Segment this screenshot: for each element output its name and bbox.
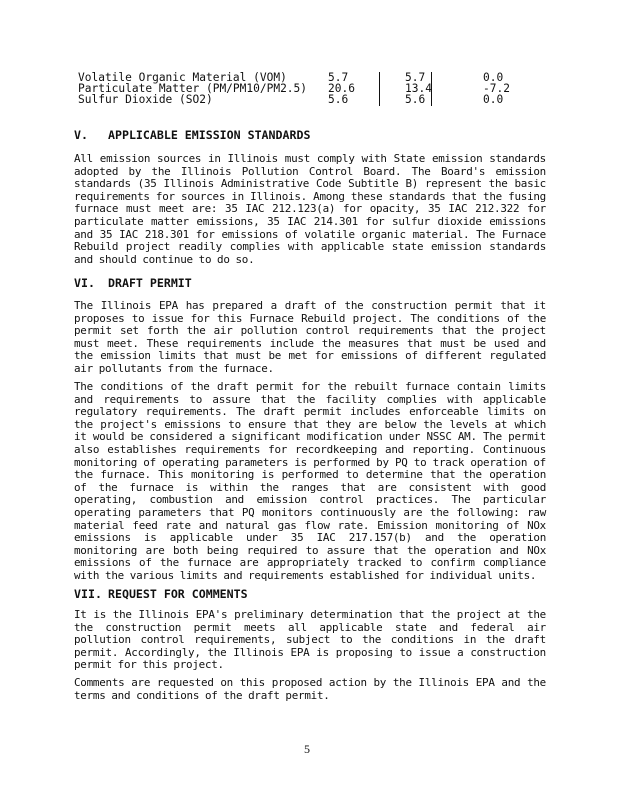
section-number: VII. xyxy=(74,587,102,601)
table-cell: -7.2 xyxy=(483,82,510,96)
section-title: APPLICABLE EMISSION STANDARDS xyxy=(108,128,311,142)
paragraph: Comments are requested on this proposed action by the Illinois EPA and the terms and conditions of the draft permit. xyxy=(74,676,546,702)
section-heading xyxy=(74,276,192,290)
emissions-table xyxy=(78,72,538,106)
section-title: DRAFT PERMIT xyxy=(108,276,192,290)
table-row xyxy=(78,94,538,105)
section-title: REQUEST FOR COMMENTS xyxy=(108,587,248,601)
pollutant-name: Sulfur Dioxide (SO2) xyxy=(78,93,213,107)
section-heading xyxy=(74,587,248,601)
table-cell: 13.4 xyxy=(405,82,432,96)
paragraph: It is the Illinois EPA's preliminary determination that the project at the the construction permit meets all applicable state and federal air pollution control requirements, subject to the conditions in the draft permit. Accordingly, the Illinois EPA is proposing to issue a construction permit for this project. xyxy=(74,608,546,672)
paragraph: The conditions of the draft permit for the rebuilt furnace contain limits and requirements to assure that the facility complies with applicable regulatory requirements. The draft permit includes enforceable limits on the project's emissions to ensure that they are below the levels at which it would be considered a significant modification under NSSC AM. The permit also establishes requirements for recordkeeping and reporting. Continuous monitoring of operating parameters is performed by PQ to track operation of the furnace. This monitoring is performed to determine that the operation of the furnace is within the ranges that are consistent with good operating, combustion and emission control practices. The particular operating parameters that PQ monitors continuously are the following: raw material feed rate and natural gas flow rate. Emission monitoring of NOx emissions is applicable under 35 IAC 217.157(b) and the operation monitoring are both being required to assure that the operation and NOx emissions of the furnace are appropriately tracked to confirm compliance with the various limits and requirements established for individual units. xyxy=(74,380,546,582)
pollutant-name: Particulate Matter (PM/PM10/PM2.5) xyxy=(78,82,308,96)
table-cell: 0.0 xyxy=(483,93,504,107)
table-cell: 5.6 xyxy=(405,93,426,107)
table-cell: 5.7 xyxy=(405,71,426,84)
page-number: 5 xyxy=(304,742,310,756)
section-number: VI. xyxy=(74,276,95,290)
paragraph: The Illinois EPA has prepared a draft of the construction permit that it proposes to issue for this Furnace Rebuild project. The conditions of the permit set forth the air pollution control requirements that the project must meet. These requirements include the measures that must be used and the emission limits that must be met for emissions of different regulated air pollutants from the furnace. xyxy=(74,299,546,375)
table-cell: 20.6 xyxy=(328,82,355,96)
section-heading xyxy=(74,128,310,142)
section-number: V. xyxy=(74,128,88,142)
table-cell: 5.7 xyxy=(328,71,349,84)
table-cell: 0.0 xyxy=(483,71,504,84)
paragraph: All emission sources in Illinois must comply with State emission standards adopted by the Illinois Pollution Control Board. The Board's emission standards (35 Illinois Administrative Code Subtitle B) represent the basic requirements for sources in Illinois. Among these standards that the fusing furnace must meet are: 35 IAC 212.123(a) for opacity, 35 IAC 212.322 for particulate matter emissions, 35 IAC 214.301 for sulfur dioxide emissions and 35 IAC 218.301 for emissions of volatile organic material. The Furnace Rebuild project readily complies with applicable state emission standards and should continue to do so. xyxy=(74,152,546,266)
table-cell: 5.6 xyxy=(328,93,349,107)
pollutant-name: Volatile Organic Material (VOM) xyxy=(78,71,287,84)
